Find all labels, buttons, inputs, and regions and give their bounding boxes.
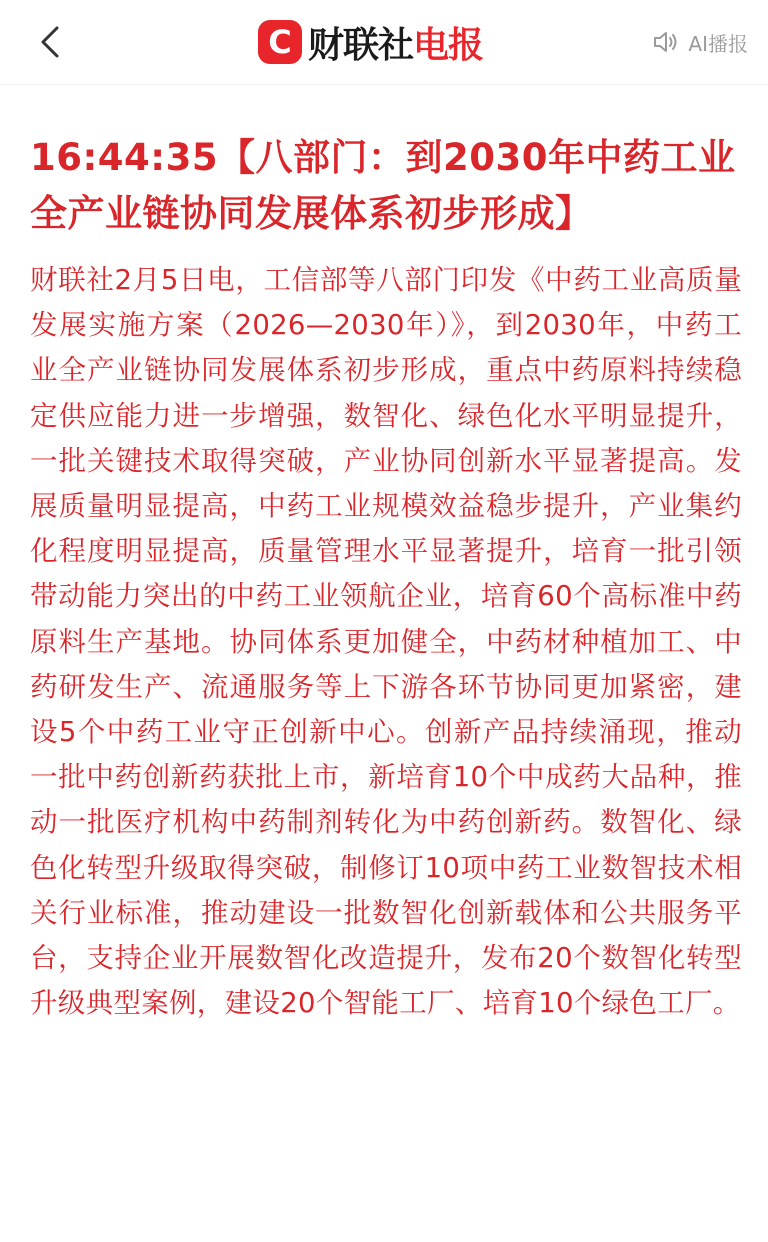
chevron-left-icon xyxy=(39,25,61,59)
back-button[interactable] xyxy=(30,22,70,62)
article-headline: 16:44:35【八部门：到2030年中药工业全产业链协同发展体系初步形成】 xyxy=(30,136,736,235)
brand xyxy=(258,19,483,65)
top-bar xyxy=(0,0,768,85)
speaker-icon xyxy=(652,29,680,55)
ai-play-button[interactable] xyxy=(652,26,748,58)
article-body: 财联社2月5日电，工信部等八部门印发《中药工业高质量发展实施方案（2026—2030年）》，到2030年，中药工业全产业链协同发展体系初步形成，重点中药原料持续稳定供应能力进一步增强，数智化、绿色化水平明显提升，一批关键技术取得突破，产业协同创新水平显著提高。发展质量明显提高，中药工业规模效益稳步提升，产业集约化程度明显提高，质量管理水平显著提升，培育一批引领带动能力突出的中药工业领航企业，培育60个高标准中药原料生产基地。协同体系更加健全，中药材种植加工、中药研发生产、流通服务等上下游各环节协同更加紧密，建设5个中药工业守正创新中心。创新产品持续涌现，推动一批中药创新药获批上市，新培育10个中成药大品种，推动一批医疗机构中药制剂转化为中药创新药。数智化、绿色化转型升级取得突破，制修订10项中药工业数智技术相关行业标准，推动建设一批数智化创新载体和公共服务平台，支持企业开展数智化改造提升，发布20个数智化转型升级典型案例，建设20个智能工厂、培育10个绿色工厂。 xyxy=(30,264,742,1020)
ai-play-label: AI播报 xyxy=(688,31,748,56)
brand-name-highlight: 电报 xyxy=(413,24,484,66)
brand-name: 财联社 xyxy=(308,24,414,66)
brand-logo-icon: C xyxy=(258,20,302,64)
article xyxy=(30,130,742,1026)
